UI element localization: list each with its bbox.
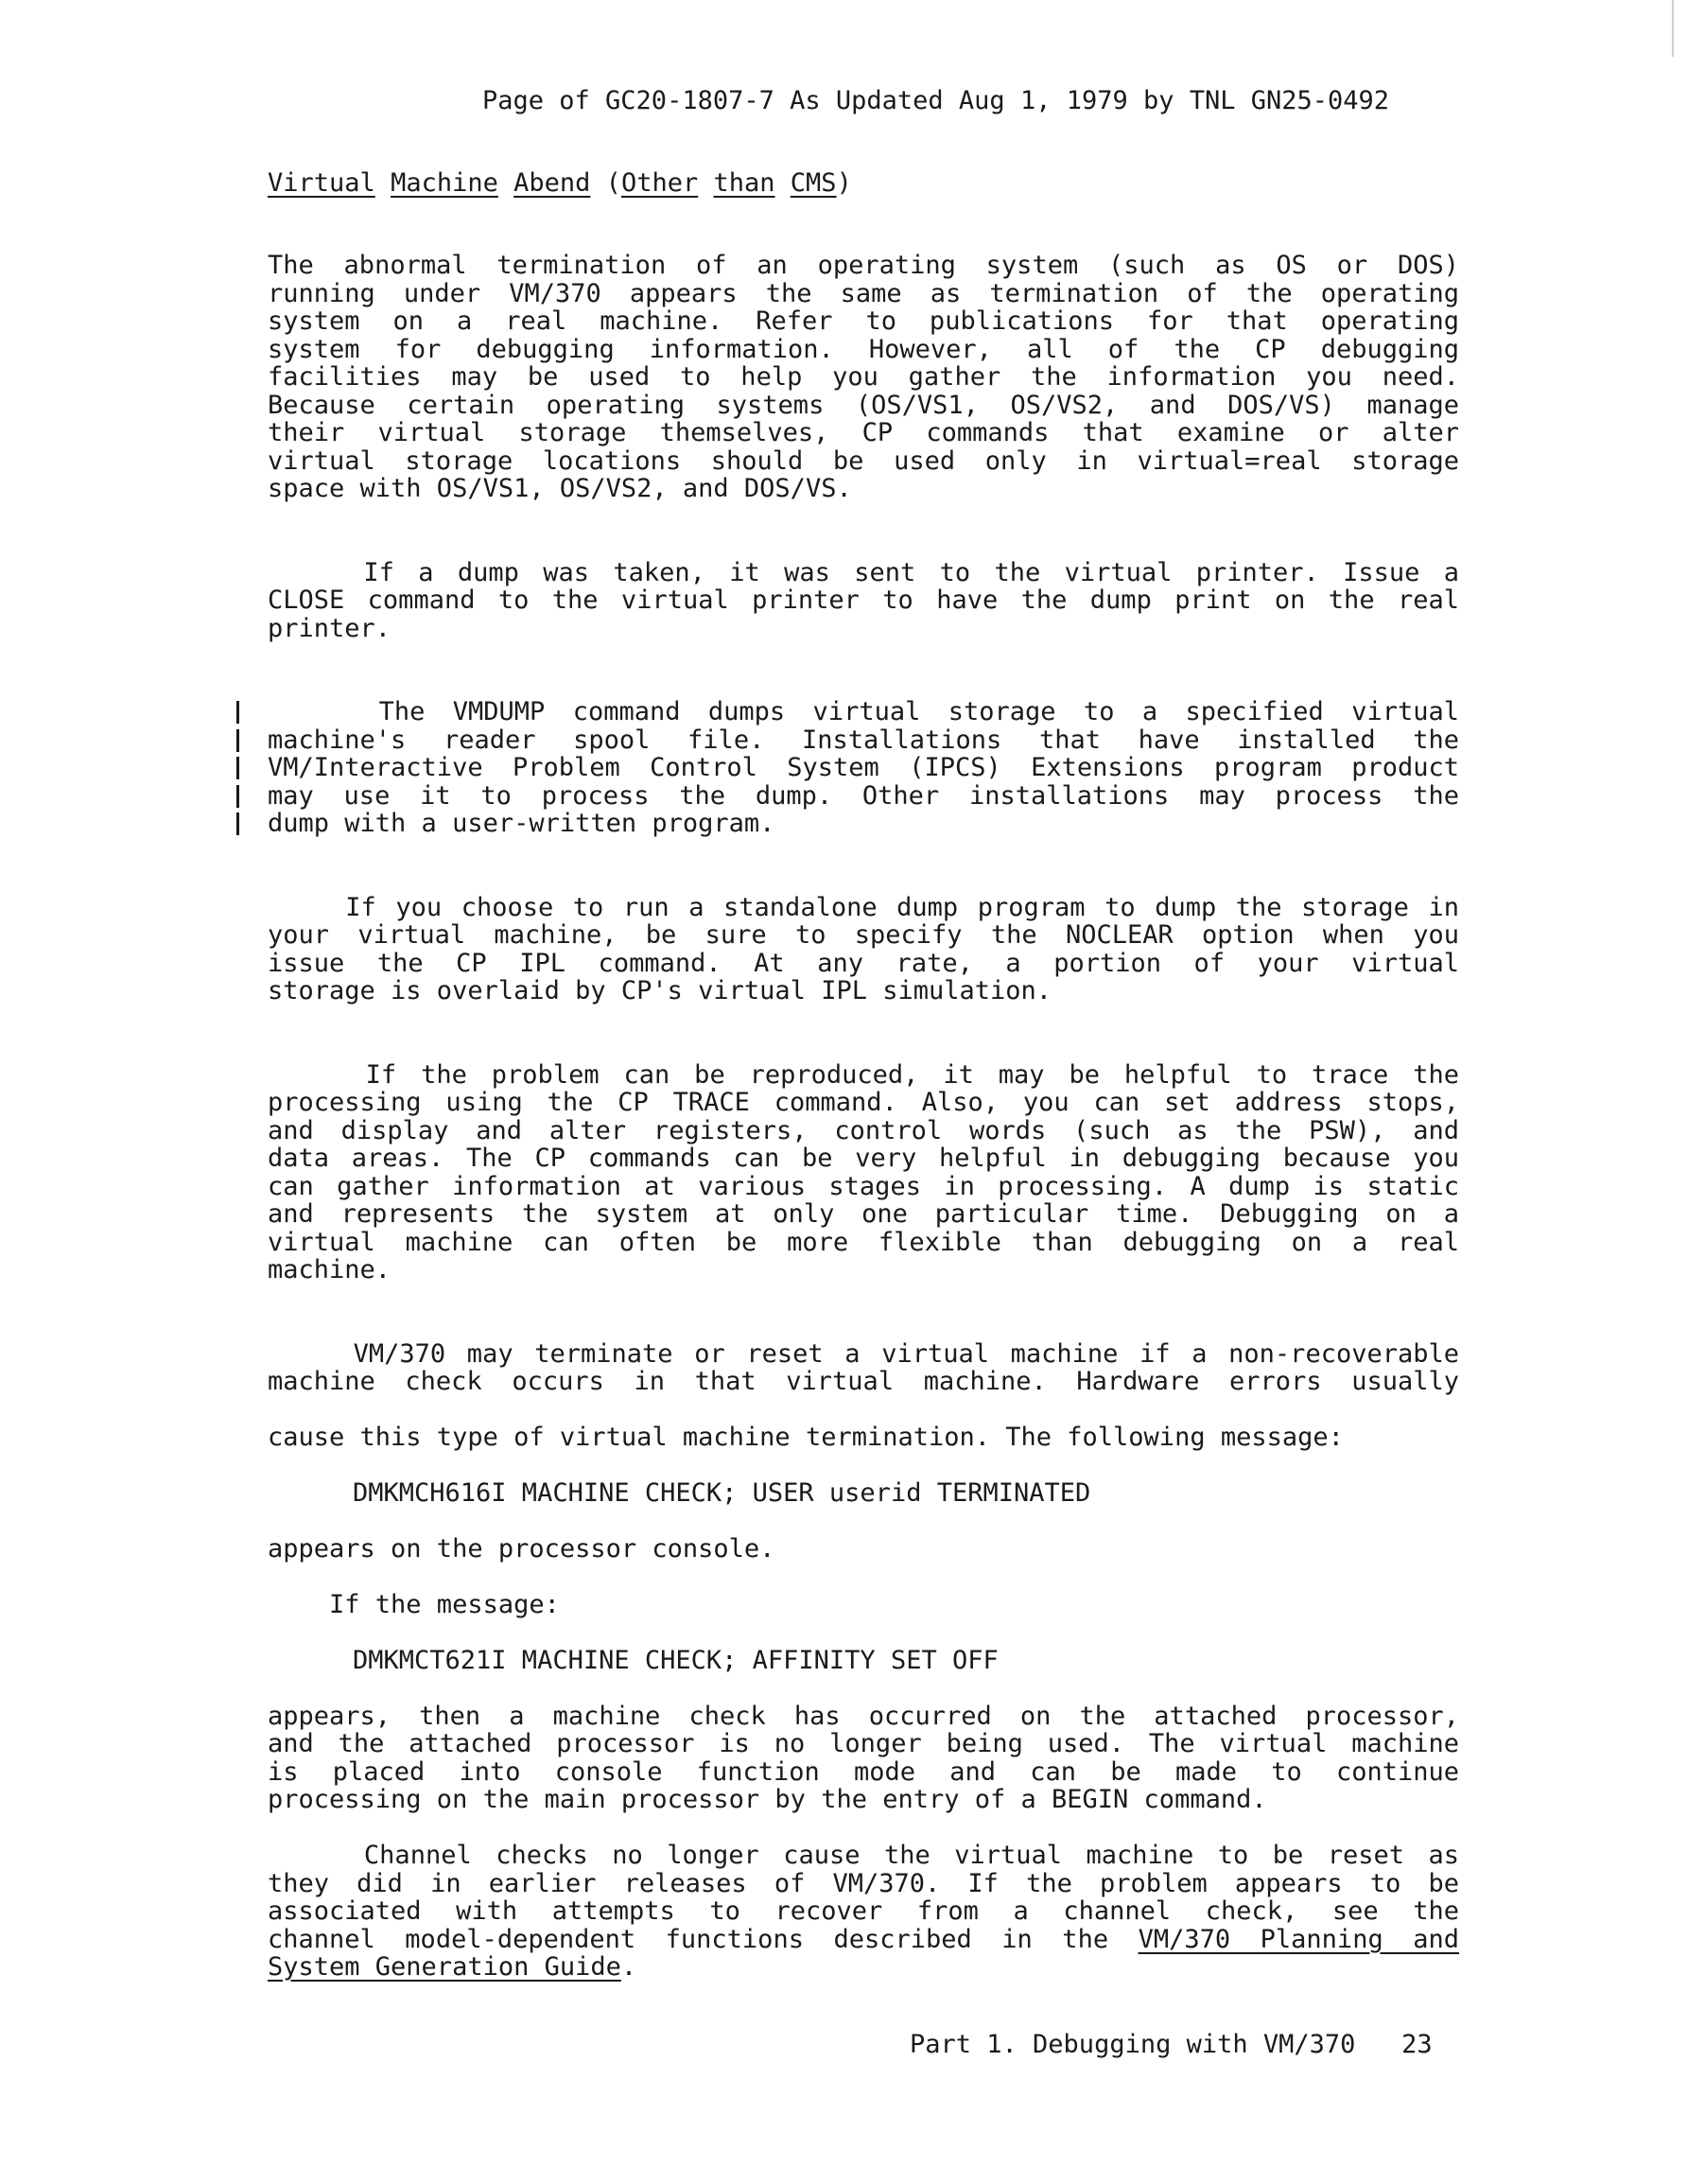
title-word: Machine [391,168,498,198]
paragraph-10-line [268,1953,1459,1982]
page-header: Page of GC20-1807-7 As Updated Aug 1, 1979 by TNL GN25-0492 [482,86,1390,115]
paragraph-5-line: processing using the CP TRACE command. Also, you can set address stops, [268,1088,1459,1117]
paragraph-10-period: . [620,1952,637,1982]
paragraph-4-line: your virtual machine, be sure to specify the NOCLEAR option when you [268,920,1459,950]
paragraph-1-line: space with OS/VS1, OS/VS2, and DOS/VS. [268,474,852,503]
paragraph-9-line: appears, then a machine check has occurred on the attached processor, [268,1702,1459,1731]
revision-bar [236,785,239,808]
paragraph-5-line: If the problem can be reproduced, it may be helpful to trace the [268,1060,1459,1090]
paragraph-5-line: machine. [268,1255,391,1284]
paragraph-9-line: and the attached processor is no longer being used. The virtual machine [268,1729,1459,1758]
title-word: than [713,168,775,198]
paragraph-1-line: Because certain operating systems (OS/VS1, OS/VS2, and DOS/VS) manage [268,391,1459,420]
revision-bar [236,701,239,724]
paragraph-6-line: cause this type of virtual machine termination. The following message: [268,1423,1344,1452]
title-paren: ( [605,168,621,198]
title-word: Virtual [268,168,375,198]
revision-bar [236,757,239,779]
paragraph-9-line: processing on the main processor by the entry of a BEGIN command. [268,1785,1267,1814]
paragraph-1-line: The abnormal termination of an operating system (such as OS or DOS) [268,251,1459,280]
section-title [268,169,852,198]
paragraph-10-line: Channel checks no longer cause the virtual machine to be reset as [268,1841,1459,1870]
paragraph-3-line: dump with a user-written program. [268,809,775,838]
paragraph-1-line: system on a real machine. Refer to publications for that operating [268,306,1459,336]
paragraph-3-line: machine's reader spool file. Installations that have installed the [268,725,1459,755]
book-reference: VM/370 Planning and [1138,1925,1459,1954]
paragraph-9-line: is placed into console function mode and can be made to continue [268,1757,1459,1787]
paragraph-7-line: appears on the processor console. [268,1534,775,1564]
paragraph-3-line: The VMDUMP command dumps virtual storage to a specified virtual [268,697,1459,726]
page-edge-artifact [1672,0,1674,57]
paragraph-1-line: system for debugging information. However, all of the CP debugging [268,335,1459,364]
console-message-code: DMKMCH616I MACHINE CHECK; USER userid TERMINATED [353,1478,1091,1508]
paragraph-2-line: printer. [268,614,391,643]
paragraph-4-line: storage is overlaid by CP's virtual IPL simulation. [268,976,1052,1005]
title-paren: ) [836,168,852,198]
paragraph-10-line [268,1926,1459,1954]
title-word: Other [620,168,699,198]
paragraph-5-line: can gather information at various stages in processing. A dump is static [268,1172,1459,1201]
console-message-code: DMKMCT621I MACHINE CHECK; AFFINITY SET OFF [353,1646,999,1675]
paragraph-3-line: VM/Interactive Problem Control System (IPCS) Extensions program product [268,753,1459,782]
paragraph-1-line: virtual storage locations should be used only in virtual=real storage [268,446,1459,476]
paragraph-5-line: and represents the system at only one particular time. Debugging on a [268,1199,1459,1229]
paragraph-10-line: associated with attempts to recover from a channel check, see the [268,1896,1459,1926]
paragraph-3-line: may use it to process the dump. Other installations may process the [268,781,1459,811]
paragraph-5-line: data areas. The CP commands can be very helpful in debugging because you [268,1144,1459,1173]
title-word: CMS [790,168,837,198]
paragraph-1-line: their virtual storage themselves, CP commands that examine or alter [268,418,1459,447]
paragraph-1-line: facilities may be used to help you gather the information you need. [268,362,1459,392]
paragraph-5-line: and display and alter registers, control words (such as the PSW), and [268,1116,1459,1145]
paragraph-10-line: they did in earlier releases of VM/370. If the problem appears to be [268,1869,1459,1898]
page-footer: Part 1. Debugging with VM/370 23 [910,2030,1433,2059]
paragraph-1-line: running under VM/370 appears the same as termination of the operating [268,279,1459,308]
paragraph-4-line: If you choose to run a standalone dump program to dump the storage in [268,893,1459,922]
revision-bar [236,729,239,752]
paragraph-5-line: virtual machine can often be more flexible than debugging on a real [268,1228,1459,1257]
paragraph-10-text: channel model-dependent functions described in the [268,1925,1109,1954]
paragraph-4-line: issue the CP IPL command. At any rate, a portion of your virtual [268,949,1459,978]
paragraph-8-line: If the message: [268,1590,560,1619]
title-word: Abend [513,168,591,198]
revision-bar [236,812,239,835]
paragraph-2-line: If a dump was taken, it was sent to the virtual printer. Issue a [268,558,1459,587]
book-reference: System Generation Guide [268,1952,621,1982]
paragraph-6-line: machine check occurs in that virtual machine. Hardware errors usually [268,1367,1459,1396]
paragraph-6-line: VM/370 may terminate or reset a virtual machine if a non-recoverable [268,1339,1459,1369]
paragraph-2-line: CLOSE command to the virtual printer to have the dump print on the real [268,585,1459,615]
